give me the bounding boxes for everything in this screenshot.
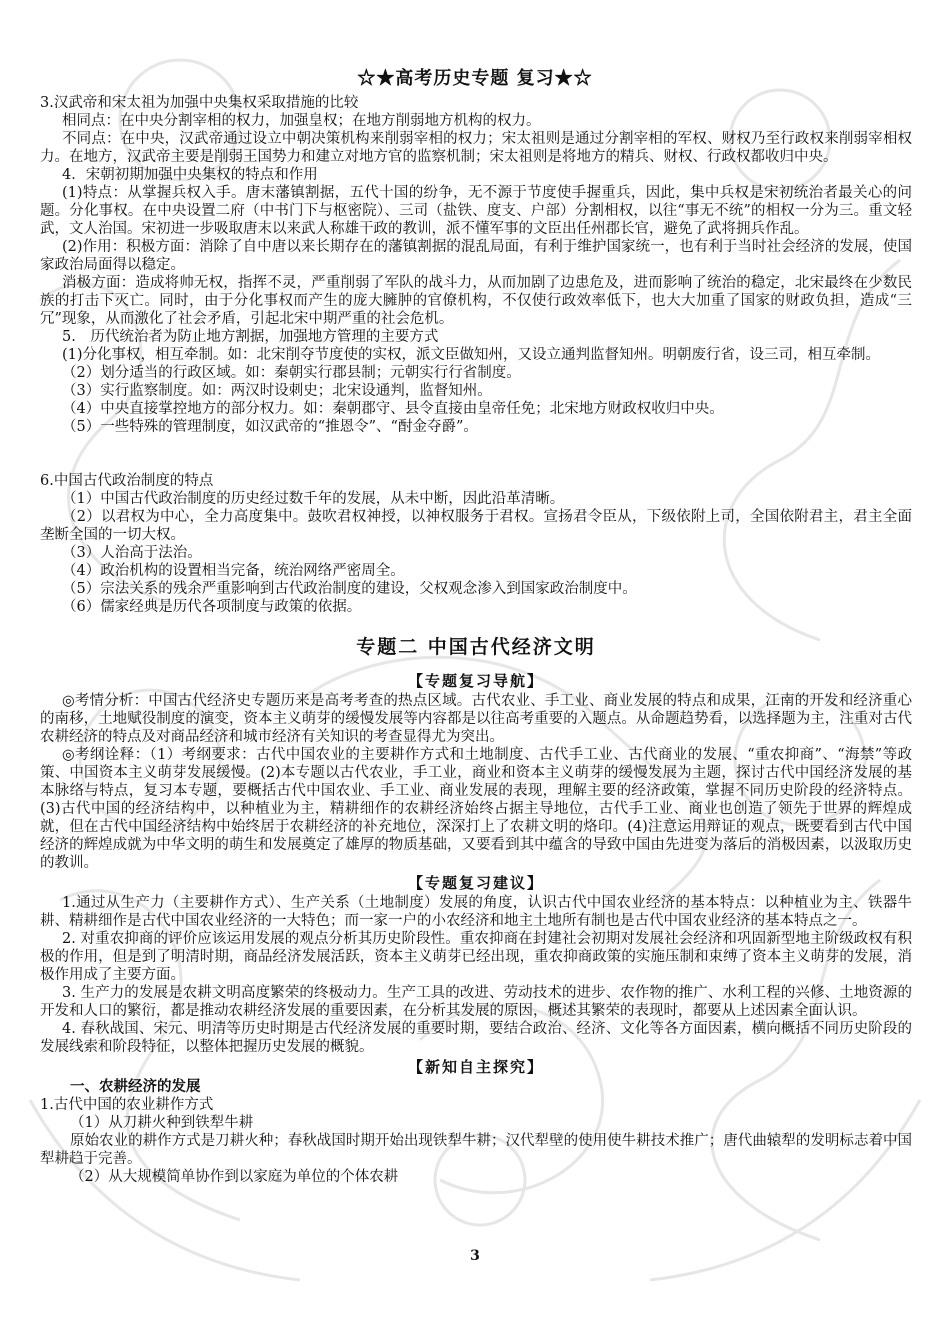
- section-6-item: （5）宗法关系的残余严重影响到古代政治制度的建设，父权观念渗入到国家政治制度中。: [62, 581, 637, 597]
- section-6-item: （6）儒家经典是历代各项制度与政策的依据。: [62, 599, 362, 615]
- topic-2-title: 专题二 中国古代经济文明: [356, 636, 596, 658]
- guide-title: 【专题复习导航】: [407, 672, 544, 690]
- part-1-b-title: （2）从大规模简单协作到以家庭为单位的个体农耕: [70, 1169, 399, 1185]
- section-6-item: （2）以君权为中心，全力高度集中。鼓吹君权神授，以神权服务于君权。宣扬君令臣从，下级依附上司，全国依附君主，君主全面垄断全国的一切大权。: [40, 509, 912, 543]
- section-5-item: （2）划分适当的行政区域。如：秦朝实行郡县制；元朝实行行省制度。: [62, 365, 521, 381]
- section-5-item: （5）一些特殊的管理制度，如汉武帝的“推恩令”、“酎金夺爵”。: [62, 419, 478, 435]
- section-4-title: 4．宋朝初期加强中央集权的特点和作用: [62, 167, 318, 183]
- section-5-item: (1)分化事权，相互牵制。如：北宋削夺节度使的实权，派文臣做知州，又设立通判监督知州。明朝废行省，设三司，相互牵制。: [62, 347, 881, 363]
- guide-outline: ◎考纲诠释：（1）考纲要求：古代中国农业的主要耕作方式和土地制度、古代手工业、古代商业的发展、“重农抑商”、“海禁”等政策、中国资本主义萌芽发展缓慢。(2)本专题以古代农业，手工业，商业和资本主义萌芽的缓慢发展为主题，探讨古代中国经济发展的基本脉络与特点，复习本专题，要概括古代中国农业、手工业、商业发展的表现，理解主要的经济政策，掌握不同历史阶段的经济特点。(3)古代中国的经济结构中，以种植业为主，精耕细作的农耕经济始终占据主导地位，古代手工业、商业也创造了领先于世界的辉煌成就，但在古代中国经济结构中始终居于农耕经济的补充地位，深深打上了农耕文明的烙印。(4)注意运用辩证的观点，既要看到古代中国经济的辉煌成就为中华文明的萌生和发展奠定了雄厚的物质基础，又要看到其中蕴含的导致中国由先进变为落后的消极因素，以汲取历史的教训。: [40, 747, 912, 871]
- part-1-a-text: 原始农业的耕作方式是刀耕火种；春秋战国时期开始出现铁犁牛耕；汉代犁壁的使用使牛耕技术推广；唐代曲辕犁的发明标志着中国犁耕趋于完善。: [40, 1133, 912, 1167]
- advice-item: 1.通过从生产力（主要耕作方式）、生产关系（土地制度）发展的角度，认识古代中国农业经济的基本特点：以种植业为主、铁器牛耕、精耕细作是古代中国农业经济的一大特色；而一家一户的小农经济和地主土地所有制也是古代中国农业经济的基本特点之一。: [40, 895, 912, 929]
- section-3-title: 3.汉武帝和宋太祖为加强中央集权采取措施的比较: [40, 95, 359, 111]
- explore-title: 【新知自主探究】: [407, 1058, 544, 1076]
- advice-item: 2. 对重农抑商的评价应该运用发展的观点分析其历史阶段性。重农抑商在封建社会初期对发展社会经济和巩固新型地主阶级政权有积极的作用，但是到了明清时期，商品经济发展活跃，资本主义萌芽已经出现，重农抑商政策的实施压制和束缚了资本主义萌芽的发展，消极作用成了主要方面。: [40, 931, 912, 983]
- section-5-item: （3）实行监察制度。如：两汉时设刺史；北宋设通判，监督知州。: [62, 383, 492, 399]
- section-6-item: （4）政治机构的设置相当完备，统治网络严密周全。: [62, 563, 405, 579]
- part-1-a-title: （1）从刀耕火种到铁犁牛耕: [70, 1115, 254, 1131]
- advice-item: 4. 春秋战国、宋元、明清等历史时期是古代经济发展的重要时期，要结合政治、经济、文化等各方面因素，横向概括不同历史阶段的发展线索和阶段特征，以整体把握历史发展的概貌。: [40, 1021, 912, 1055]
- section-6-item: （3）人治高于法治。: [62, 545, 202, 561]
- part-1-subtitle: 1.古代中国的农业耕作方式: [40, 1097, 214, 1113]
- advice-title: 【专题复习建议】: [407, 874, 544, 892]
- spacer: [40, 436, 912, 472]
- section-4-p2: (2)作用：积极方面：消除了自中唐以来长期存在的藩镇割据的混乱局面，有利于维护国家统一，也有利于当时社会经济的发展，使国家政治局面得以稳定。: [40, 239, 912, 273]
- section-6-title: 6.中国古代政治制度的特点: [40, 473, 214, 489]
- section-3-same: 相同点：在中央分割宰相的权力，加强皇权；在地方削弱地方机构的权力。: [62, 113, 541, 129]
- main-content: [40, 94, 912, 1186]
- guide-analysis: ◎考情分析：中国古代经济史专题历来是高考考查的热点区域。古代农业、手工业、商业发展的特点和成果，江南的开发和经济重心的南移，土地赋役制度的演变，资本主义萌芽的缓慢发展等内容都是以往高考重要的入题点。从命题趋势看，以选择题为主，注重对古代农耕经济的特点及对商品经济和城市经济有关知识的考查显得尤为突出。: [40, 693, 912, 745]
- advice-item: 3. 生产力的发展是农耕文明高度繁荣的终极动力。生产工具的改进、劳动技术的进步、农作物的推广、水利工程的兴修、土地资源的开发和人口的繁衍，都是推动农耕经济发展的重要因素，在分析其发展的原因，概述其繁荣的表现时，都要从上述因素全面认识。: [40, 985, 912, 1019]
- page-number: 3: [470, 1248, 480, 1264]
- section-5-title: 5. 历代统治者为防止地方割据，加强地方管理的主要方式: [62, 329, 439, 345]
- header-title: ☆★高考历史专题 复习★☆: [357, 68, 593, 89]
- part-1-title: 一、农耕经济的发展: [70, 1078, 201, 1095]
- section-3-diff: 不同点：在中央，汉武帝通过设立中朝决策机构来削弱宰相的权力；宋太祖则是通过分割宰相的军权、财权乃至行政权来削弱宰相权力。在地方，汉武帝主要是削弱王国势力和建立对地方官的监察机制；宋太祖则是将地方的精兵、财权、行政权都收归中央。: [40, 131, 912, 165]
- section-4-p3: 消极方面：造成将帅无权，指挥不灵，严重削弱了军队的战斗力，从而加剧了边患危及，进而影响了统治的稳定，北宋最终在少数民族的打击下灭亡。同时，由于分化事权而产生的庞大臃肿的官僚机构，不仅使行政效率低下，也大大加重了国家的财政负担，造成“三冗”现象，从而激化了社会矛盾，引起北宋中期严重的社会危机。: [40, 275, 912, 327]
- section-4-p1: (1)特点：从掌握兵权入手。唐末藩镇割据，五代十国的纷争，无不源于节度使手握重兵，因此，集中兵权是宋初统治者最关心的问题。分化事权。在中央设置二府（中书门下与枢密院）、三司（盐铁、度支、户部）分割相权，以往“事无不统”的相权一分为三。重文轻武，文人治国。宋初进一步吸取唐末以来武人称雄干政的教训，派不懂军事的文臣出任州郡长官，避免了武将拥兵作乱。: [40, 185, 912, 237]
- section-5-item: （4）中央直接掌控地方的部分权力。如：秦朝郡守、县令直接由皇帝任免；北宋地方财政权收归中央。: [62, 401, 724, 417]
- section-6-item: （1）中国古代政治制度的历史经过数千年的发展，从未中断，因此沿革清晰。: [62, 491, 565, 507]
